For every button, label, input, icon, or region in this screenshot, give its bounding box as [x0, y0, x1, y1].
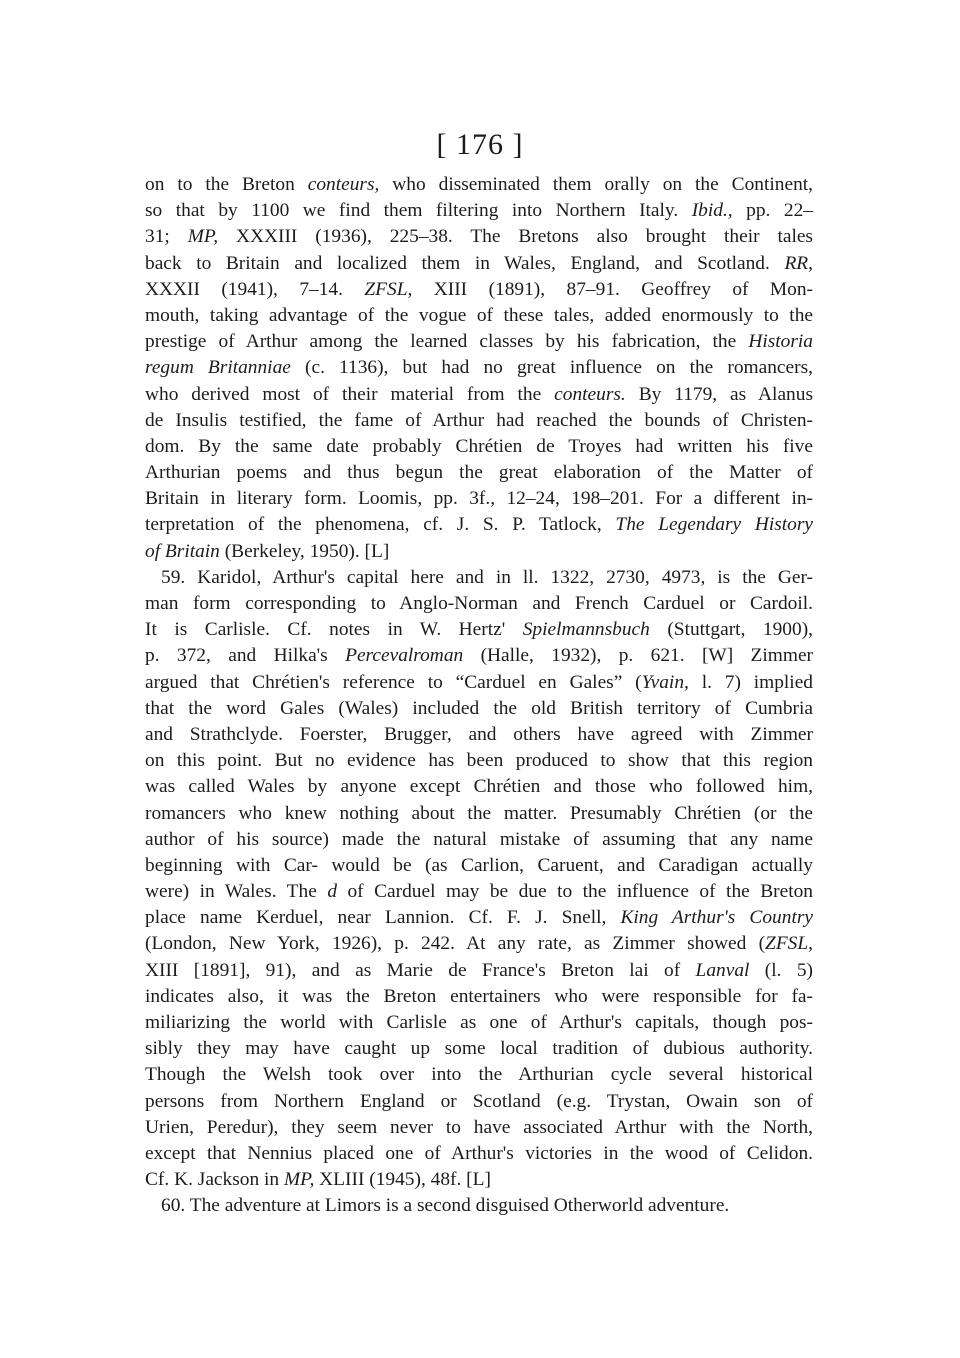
text-run: was called Wales by anyone except Chrétien and those who followed him, — [145, 776, 813, 798]
text-run: argued that Chrétien's reference to “Carduel en Gales” ( — [145, 671, 642, 693]
text-run: 60. The adventure at Limors is a second disguised Otherworld adventure. — [161, 1195, 730, 1217]
text-run: XXXIII (1936), 225–38. The Bretons also brought their tales — [218, 226, 813, 248]
text-run: de Insulis testified, the fame of Arthur had reached the bounds of Christen- — [145, 409, 813, 431]
text-run: Britain in literary form. Loomis, pp. 3f., 12–24, 198–201. For a different in- — [145, 488, 813, 510]
text-line — [145, 1115, 813, 1141]
text-line — [145, 251, 813, 277]
text-line — [145, 1089, 813, 1115]
text-line — [145, 172, 813, 198]
text-line — [145, 539, 813, 565]
text-line — [145, 1036, 813, 1062]
text-line — [145, 303, 813, 329]
text-run: l. 7) implied — [688, 671, 813, 693]
text-line — [145, 1141, 813, 1167]
text-run: regum Britanniae — [145, 357, 291, 379]
text-line — [145, 879, 813, 905]
text-run: XIII [1891], 91), and as Marie de France's Breton lai of — [145, 959, 696, 981]
text-run: who derived most of their material from the — [145, 383, 555, 405]
text-line — [145, 512, 813, 538]
text-line — [145, 329, 813, 355]
text-run: King Arthur's Country — [620, 907, 813, 929]
text-line — [145, 748, 813, 774]
text-run: back to Britain and localized them in Wales, England, and Scotland. — [145, 252, 785, 274]
text-run: terpretation of the phenomena, cf. J. S. P. Tatlock, — [145, 514, 616, 536]
text-run: Spielmannsbuch — [522, 619, 650, 641]
text-run: (c. 1136), but had no great influence on the romancers, — [290, 357, 813, 379]
text-line — [145, 696, 813, 722]
text-run: The Legendary History — [615, 514, 813, 536]
text-line — [145, 1167, 813, 1193]
text-line — [145, 1062, 813, 1088]
text-line — [145, 434, 813, 460]
text-run: XLIII (1945), 48f. [L] — [314, 1169, 491, 1191]
text-run: man form corresponding to Anglo-Norman and French Carduel or Cardoil. — [145, 593, 813, 614]
text-run: indicates also, it was the Breton entertainers who were responsible for fa- — [145, 985, 813, 1007]
text-run: persons from Northern England or Scotland (e.g. Trystan, Owain son of — [145, 1090, 813, 1112]
text-line — [145, 224, 813, 250]
text-run: prestige of Arthur among the learned classes by his fabrication, the — [145, 331, 749, 353]
text-run: (Berkeley, 1950). [L] — [219, 540, 390, 562]
text-run: and Strathclyde. Foerster, Brugger, and others have agreed with Zimmer — [145, 723, 813, 745]
text-line — [145, 591, 813, 617]
text-run: Lanval — [695, 959, 750, 981]
text-run: on this point. But no evidence has been produced to show that this region — [145, 750, 813, 772]
text-run: were) in Wales. The — [145, 881, 328, 903]
text-line — [145, 617, 813, 643]
text-run: except that Nennius placed one of Arthur's victories in the wood of Celidon. — [145, 1142, 813, 1164]
text-line — [145, 958, 813, 984]
notes-body — [145, 172, 813, 1220]
text-run: It is Carlisle. Cf. notes in W. Hertz' — [145, 619, 523, 641]
text-run: (l. 5) — [749, 959, 813, 981]
text-run: Urien, Peredur), they seem never to have associated Arthur with the North, — [145, 1116, 813, 1138]
text-line — [145, 198, 813, 224]
text-run: miliarizing the world with Carlisle as one of Arthur's capitals, though pos- — [145, 1012, 813, 1033]
text-line — [145, 722, 813, 748]
text-run: Cf. K. Jackson in — [145, 1169, 284, 1191]
text-run: of Britain — [145, 540, 220, 562]
text-run: author of his source) made the natural mistake of assuming that any name — [145, 828, 813, 850]
text-run: Yvain, — [641, 671, 689, 693]
text-run: XIII (1891), 87–91. Geoffrey of Mon- — [412, 278, 814, 300]
text-line — [145, 486, 813, 512]
text-line — [145, 827, 813, 853]
text-run: d — [327, 881, 338, 903]
text-run: who disseminated them orally on the Continent, — [379, 174, 813, 195]
text-run: conteurs, — [307, 174, 380, 195]
text-line — [145, 853, 813, 879]
text-run: Though the Welsh took over into the Arthurian cycle several historical — [145, 1064, 813, 1086]
text-run: so that by 1100 we find them filtering into Northern Italy. — [145, 200, 692, 222]
text-run: RR, — [784, 252, 813, 274]
text-line — [145, 1010, 813, 1036]
text-line — [145, 277, 813, 303]
text-line — [145, 984, 813, 1010]
text-run: pp. 22– — [732, 200, 813, 222]
text-run: (Halle, 1932), p. 621. [W] Zimmer — [463, 645, 814, 667]
text-line — [145, 382, 813, 408]
text-run: XXXII (1941), 7–14. — [145, 278, 365, 300]
text-run: By 1179, as Alanus — [625, 383, 813, 405]
text-run: Arthurian poems and thus begun the great elaboration of the Matter of — [145, 462, 813, 484]
text-line — [145, 905, 813, 931]
text-line — [145, 774, 813, 800]
text-line — [145, 408, 813, 434]
text-run: dom. By the same date probably Chrétien de Troyes had written his five — [145, 435, 813, 457]
text-run: Percevalroman — [345, 645, 464, 667]
text-run: p. 372, and Hilka's — [145, 645, 346, 667]
text-run: (Stuttgart, 1900), — [649, 619, 813, 641]
text-run: 59. Karidol, Arthur's capital here and in ll. 1322, 2730, 4973, is the Ger- — [161, 566, 813, 588]
text-run: romancers who knew nothing about the matter. Presumably Chrétien (or the — [145, 802, 813, 824]
text-line — [145, 670, 813, 696]
text-line — [145, 565, 813, 591]
text-run: ZFSL, — [765, 933, 813, 955]
text-line — [145, 460, 813, 486]
text-line — [145, 355, 813, 381]
text-run: sibly they may have caught up some local tradition of dubious authority. — [145, 1038, 813, 1060]
text-run: that the word Gales (Wales) included the old British territory of Cumbria — [145, 697, 813, 719]
text-line — [145, 643, 813, 669]
text-line — [145, 1193, 813, 1219]
text-line — [145, 931, 813, 957]
text-run: on to the Breton — [145, 174, 308, 195]
text-run: 31; — [145, 226, 188, 248]
text-run: (London, New York, 1926), p. 242. At any rate, as Zimmer showed ( — [145, 933, 766, 955]
text-run: Ibid., — [691, 200, 733, 222]
page-number: [ 176 ] — [436, 128, 524, 161]
text-run: place name Kerduel, near Lannion. Cf. F. J. Snell, — [145, 907, 621, 929]
text-run: of Carduel may be due to the influence of the Breton — [337, 881, 813, 903]
text-run: mouth, taking advantage of the vogue of these tales, added enormously to the — [145, 304, 813, 326]
text-run: conteurs. — [554, 383, 626, 405]
text-run: MP, — [283, 1169, 315, 1191]
text-run: beginning with Car- would be (as Carlion, Caruent, and Caradigan actually — [145, 854, 813, 876]
text-run: MP, — [187, 226, 219, 248]
text-line — [145, 801, 813, 827]
text-run: ZFSL, — [364, 278, 413, 300]
text-run: Historia — [748, 331, 813, 353]
